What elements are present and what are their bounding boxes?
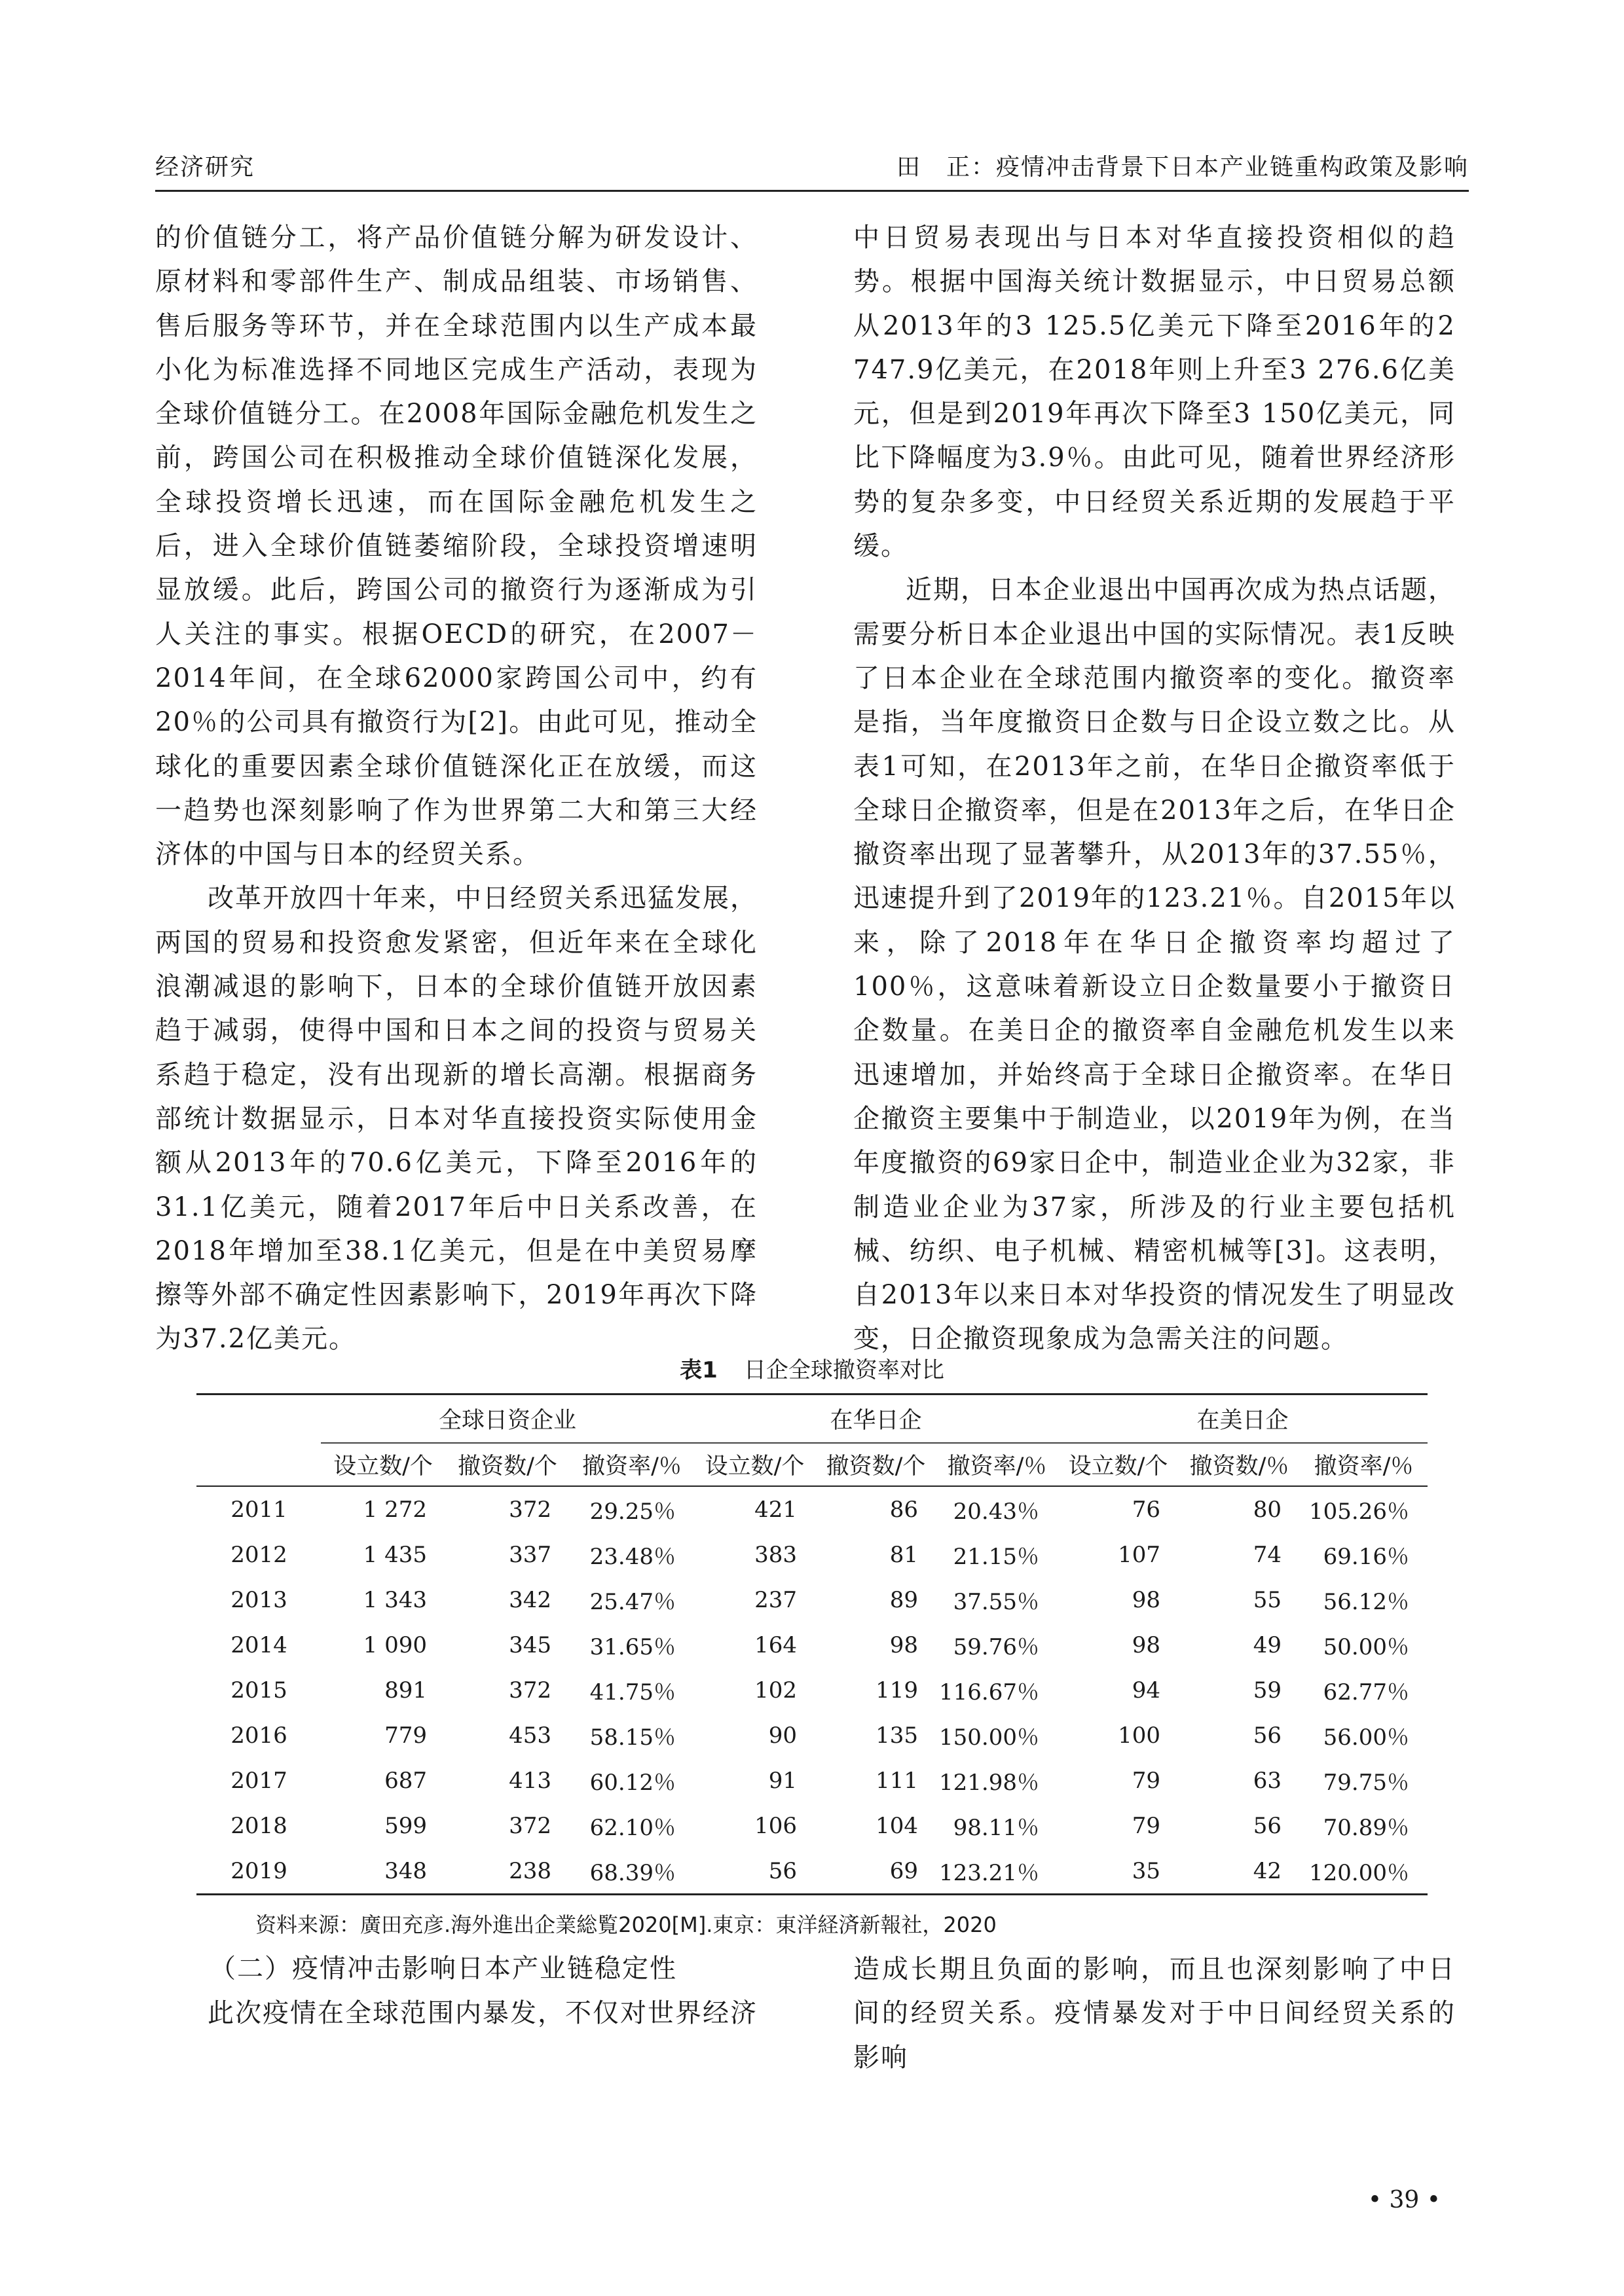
table-cell: 60.12％: [589, 1770, 676, 1796]
table-row: [196, 1486, 1428, 1532]
table-cell: 81: [889, 1541, 918, 1568]
year-cell: 2012: [231, 1541, 287, 1568]
table-cell: 91: [768, 1767, 797, 1794]
table-cell: 1 435: [363, 1541, 427, 1568]
table-cell: 94: [1132, 1677, 1160, 1704]
table-cell: 164: [754, 1631, 797, 1658]
table-cell: 599: [384, 1812, 427, 1839]
table-cell: 59.76％: [953, 1634, 1039, 1660]
table-cell: 69: [815, 1848, 936, 1895]
table-cell: 120.00％: [1300, 1848, 1428, 1895]
group-header: 在华日企: [694, 1394, 1058, 1444]
column-header: 撤资数/个: [445, 1443, 570, 1486]
table-cell: 79: [1132, 1767, 1160, 1794]
right-column-lower: [853, 1948, 1456, 2080]
table-cell: 29.25％: [589, 1499, 676, 1525]
table-cell: 345: [509, 1631, 551, 1658]
table-cell: 35: [1058, 1848, 1179, 1895]
table-cell: 779: [384, 1722, 427, 1749]
table-cell: 79: [1132, 1812, 1160, 1839]
year-cell: 2019: [196, 1848, 321, 1895]
left-column: [155, 216, 758, 1362]
table-cell: 56: [1253, 1812, 1282, 1839]
year-cell: 2017: [231, 1767, 287, 1794]
year-cell: 2011: [231, 1496, 287, 1523]
table-cell: 1 343: [363, 1586, 427, 1613]
table-cell: 62.10％: [589, 1815, 676, 1841]
body-paragraph: 此次疫情在全球范围内暴发，不仅对世界经济: [208, 1998, 758, 2028]
column-header: 撤资率/％: [936, 1443, 1058, 1486]
table-cell: 1 090: [363, 1631, 427, 1658]
table-cell: 90: [768, 1722, 797, 1749]
table-caption: [0, 1352, 1624, 1384]
header-blank: [196, 1394, 321, 1444]
table-label: 表1: [680, 1357, 718, 1383]
table-cell: 79.75％: [1323, 1770, 1409, 1796]
table-cell: 76: [1132, 1496, 1160, 1523]
table-row: [196, 1667, 1428, 1713]
year-cell: 2015: [231, 1677, 287, 1704]
table-title: 日企全球撤资率对比: [743, 1357, 944, 1383]
table-cell: 21.15％: [953, 1544, 1039, 1570]
table-row: [196, 1622, 1428, 1667]
table-cell: 98: [1132, 1631, 1160, 1658]
table-cell: 237: [754, 1586, 797, 1613]
table-cell: 687: [384, 1767, 427, 1794]
group-header: 全球日资企业: [321, 1394, 694, 1444]
running-header: [155, 156, 1469, 182]
table-cell: 70.89％: [1323, 1815, 1409, 1841]
column-header: 撤资率/％: [570, 1443, 694, 1486]
table-cell: 20.43％: [953, 1499, 1039, 1525]
table-cell: 383: [754, 1541, 797, 1568]
column-header: 撤资数/％: [1179, 1443, 1300, 1486]
body-paragraph: 的价值链分工，将产品价值链分解为研发设计、原材料和零部件生产、制成品组装、市场销售、售后服务等环节，并在全球范围内以生产成本最小化为标准选择不同地区完成生产活动，表现为全球价值链分工。在2008年国际金融危机发生之前，跨国公司在积极推动全球价值链深化发展，全球投资增长迅速，而在国际金融危机发生之后，进入全球价值链萎缩阶段，全球投资增速明显放缓。此后，跨国公司的撤资行为逐渐成为引人关注的事实。根据OECD的研究，在2007－2014年间，在全球62000家跨国公司中，约有20％的公司具有撤资行为[2]。由此可见，推动全球化的重要因素全球价值链深化正在放缓，而这一趋势也深刻影响了作为世界第二大和第三大经济体的中国与日本的经贸关系。: [155, 223, 758, 870]
table-cell: 119: [876, 1677, 918, 1704]
body-paragraph: 改革开放四十年来，中日经贸关系迅猛发展，两国的贸易和投资愈发紧密，但近年来在全球化浪潮减退的影响下，日本的全球价值链开放因素趋于减弱，使得中国和日本之间的投资与贸易关系趋于稳定，没有出现新的增长高潮。根据商务部统计数据显示，日本对华直接投资实际使用金额从2013年的70.6亿美元，下降至2016年的31.1亿美元，随着2017年后中日关系改善，在2018年增加至38.1亿美元，但是在中美贸易摩擦等外部不确定性因素影响下，2019年再次下降为37.2亿美元。: [155, 883, 758, 1355]
column-header: 设立数/个: [321, 1443, 445, 1486]
right-column: [853, 216, 1456, 1362]
table-cell: 42: [1179, 1848, 1300, 1895]
table-cell: 98.11％: [953, 1815, 1039, 1841]
body-paragraph: 造成长期且负面的影响，而且也深刻影响了中日间的经贸关系。疫情暴发对于中日间经贸关系的影响: [853, 1954, 1456, 2073]
body-paragraph: 近期，日本企业退出中国再次成为热点话题，需要分析日本企业退出中国的实际情况。表1反映了日本企业在全球范围内撤资率的变化。撤资率是指，当年度撤资日企数与日企设立数之比。从表1可知，在2013年之前，在华日企撤资率低于全球日企撤资率，但是在2013年之后，在华日企撤资率出现了显著攀升，从2013年的37.55％，迅速提升到了2019年的123.21％。自2015年以来，除了2018年在华日企撤资率均超过了100％，这意味着新设立日企数量要小于撤资日企数量。在美日企的撤资率自金融危机发生以来迅速增加，并始终高于全球日企撤资率。在华日企撤资主要集中于制造业，以2019年为例，在当年度撤资的69家日企中，制造业企业为32家，非制造业企业为37家，所涉及的行业主要包括机械、纺织、电子机械、精密机械等[3]。这表明，自2013年以来日本对华投资的情况发生了明显改变，日企撤资现象成为急需关注的问题。: [853, 575, 1456, 1355]
table-cell: 25.47％: [589, 1589, 676, 1615]
year-cell: 2016: [231, 1722, 287, 1749]
table-cell: 89: [889, 1586, 918, 1613]
table-cell: 49: [1253, 1631, 1282, 1658]
table-cell: 348: [321, 1848, 445, 1895]
table-cell: 107: [1118, 1541, 1160, 1568]
table-cell: 123.21％: [936, 1848, 1058, 1895]
table-cell: 102: [754, 1677, 797, 1704]
table-row: [196, 1803, 1428, 1848]
table-cell: 372: [509, 1812, 551, 1839]
table-cell: 56.12％: [1323, 1589, 1409, 1615]
table-row: [196, 1577, 1428, 1622]
table-cell: 41.75％: [589, 1679, 676, 1705]
table-cell: 372: [509, 1496, 551, 1523]
table-cell: 105.26％: [1309, 1499, 1409, 1525]
table-cell: 98: [889, 1631, 918, 1658]
table-cell: 413: [509, 1767, 551, 1794]
table-cell: 135: [876, 1722, 918, 1749]
table-cell: 56: [694, 1848, 815, 1895]
table-row: [196, 1848, 1428, 1895]
journal-name: 经济研究: [155, 154, 255, 181]
table-cell: 453: [509, 1722, 551, 1749]
table-cell: 69.16％: [1323, 1544, 1409, 1570]
table-cell: 37.55％: [953, 1589, 1039, 1615]
table-cell: 23.48％: [589, 1544, 676, 1570]
table-cell: 98: [1132, 1586, 1160, 1613]
table-cell: 421: [754, 1496, 797, 1523]
header-blank: [196, 1443, 321, 1486]
article-running-title: 田 正：疫情冲击背景下日本产业链重构政策及影响: [896, 154, 1469, 181]
table-cell: 150.00％: [939, 1724, 1039, 1751]
year-cell: 2014: [231, 1631, 287, 1658]
table-cell: 56: [1253, 1722, 1282, 1749]
table-cell: 121.98％: [939, 1770, 1039, 1796]
data-table: [196, 1393, 1428, 1895]
column-header: 设立数/个: [1058, 1443, 1179, 1486]
table-row: [196, 1758, 1428, 1803]
column-header: 撤资率/％: [1300, 1443, 1428, 1486]
table-cell: 68.39％: [570, 1848, 694, 1895]
table-cell: 50.00％: [1323, 1634, 1409, 1660]
year-cell: 2013: [231, 1586, 287, 1613]
column-header: 设立数/个: [694, 1443, 815, 1486]
header-rule: [155, 190, 1469, 192]
table-cell: 337: [509, 1541, 551, 1568]
body-paragraph: 中日贸易表现出与日本对华直接投资相似的趋势。根据中国海关统计数据显示，中日贸易总额从2013年的3 125.5亿美元下降至2016年的2 747.9亿美元，在2018年则上升至3 276.6亿美元，但是到2019年再次下降至3 150亿美元，同比下降幅度为3.9％。由此可见，随着世界经济形势的复杂多变，中日经贸关系近期的发展趋于平缓。: [853, 223, 1456, 562]
table-cell: 55: [1253, 1586, 1282, 1613]
table-cell: 100: [1118, 1722, 1160, 1749]
page-number: • 39 •: [1367, 2187, 1441, 2214]
table-cell: 63: [1253, 1767, 1282, 1794]
table-cell: 1 272: [363, 1496, 427, 1523]
table-cell: 86: [889, 1496, 918, 1523]
table-source-note: 资料来源：廣田充彦.海外進出企業総覧2020[M].東京：東洋経済新報社，2020: [255, 1912, 997, 1937]
group-header: 在美日企: [1058, 1394, 1428, 1444]
table-row: [196, 1713, 1428, 1758]
table-cell: 31.65％: [589, 1634, 676, 1660]
table-cell: 80: [1253, 1496, 1282, 1523]
table-cell: 238: [445, 1848, 570, 1895]
table-row: [196, 1532, 1428, 1577]
section-heading: （二）疫情冲击影响日本产业链稳定性: [210, 1954, 677, 1984]
table-cell: 59: [1253, 1677, 1282, 1704]
table-cell: 342: [509, 1586, 551, 1613]
table-cell: 891: [384, 1677, 427, 1704]
column-header: 撤资数/个: [815, 1443, 936, 1486]
table-cell: 74: [1253, 1541, 1282, 1568]
table-cell: 372: [509, 1677, 551, 1704]
table-cell: 104: [876, 1812, 918, 1839]
year-cell: 2018: [231, 1812, 287, 1839]
table-cell: 111: [876, 1767, 918, 1794]
table-cell: 116.67％: [939, 1679, 1039, 1705]
table-container: [196, 1393, 1428, 1895]
table-cell: 56.00％: [1323, 1724, 1409, 1751]
table-cell: 106: [754, 1812, 797, 1839]
table-cell: 62.77％: [1323, 1679, 1409, 1705]
table-body: [196, 1486, 1428, 1895]
left-column-lower: [155, 1992, 758, 2035]
table-cell: 58.15％: [589, 1724, 676, 1751]
